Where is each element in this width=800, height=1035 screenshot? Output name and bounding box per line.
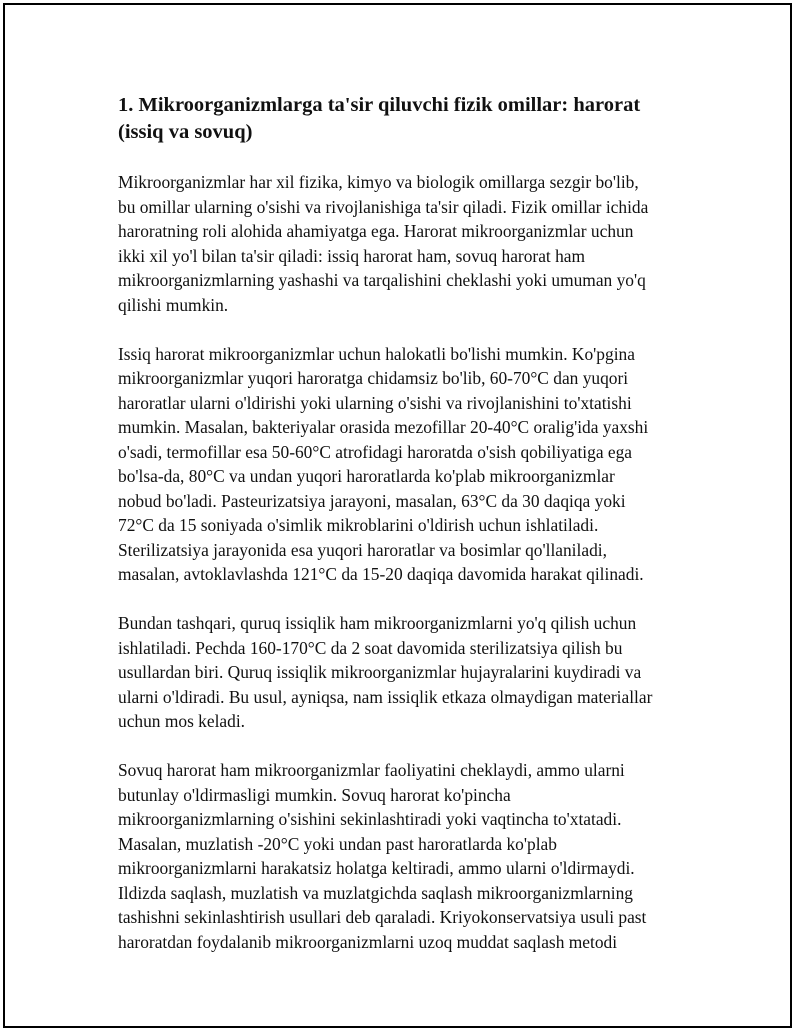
paragraph-dry-heat (118, 611, 688, 734)
paragraph-cold-temperature (118, 758, 688, 954)
text-line: haroratdan foydalanib mikroorganizmlarni uzoq muddat saqlash metodi (118, 931, 618, 952)
section-heading (118, 92, 688, 146)
text-line: usullardan biri. Quruq issiqlik mikroorganizmlar hujayralarini kuydiradi va (118, 662, 642, 682)
text-line: 72°C da 15 soniyada o'simlik mikroblarini o'ldirish uchun ishlatiladi. (118, 515, 599, 535)
text-line: mumkin. Masalan, bakteriyalar orasida mezofillar 20-40°C oralig'ida yaxshi (118, 417, 649, 437)
text-line: Ildizda saqlash, muzlatish va muzlatgichda saqlash mikroorganizmlarning (118, 882, 633, 903)
text-line: Bundan tashqari, quruq issiqlik ham mikroorganizmlarni yo'q qilish uchun (118, 613, 637, 633)
text-line: haroratlar ularni o'ldirishi yoki ularning o'sishi va rivojlanishini to'xtatishi (118, 392, 632, 413)
text-line: mikroorganizmlar yuqori haroratga chidamsiz bo'lib, 60-70°C dan yuqori (118, 368, 629, 388)
paragraph-intro (118, 170, 688, 317)
paragraph-hot-temperature (118, 342, 688, 587)
text-line: qilishi mumkin. (118, 294, 229, 315)
text-line: mikroorganizmlarning yashashi va tarqalishini cheklashi yoki umuman yo'q (118, 270, 646, 290)
text-line: ishlatiladi. Pechda 160-170°C da 2 soat davomida sterilizatsiya qilish bu (118, 637, 623, 658)
document-body (118, 92, 688, 979)
text-line: Issiq harorat mikroorganizmlar uchun halokatli bo'lishi mumkin. Ko'pgina (118, 343, 635, 364)
text-line: o'sadi, termofillar esa 50-60°C atrofidagi haroratda o'sish qobiliyatiga ega (118, 441, 633, 462)
text-line: Sovuq harorat ham mikroorganizmlar faoliyatini cheklaydi, ammo ularni (118, 760, 625, 780)
text-line: Mikroorganizmlar har xil fizika, kimyo va biologik omillarga sezgir bo'lib, (118, 172, 639, 192)
text-line: bo'lsa-da, 80°C va undan yuqori haroratlarda ko'plab mikroorganizmlar (118, 466, 615, 486)
text-line: bu omillar ularning o'sishi va rivojlanishiga ta'sir qiladi. Fizik omillar ichida (118, 196, 649, 217)
text-line: masalan, avtoklavlashda 121°C da 15-20 daqiqa davomida harakat qilinadi. (118, 564, 644, 584)
heading-line: 1. Mikroorganizmlarga ta'sir qiluvchi fizik omillar: harorat (118, 94, 641, 116)
heading-line: (issiq va sovuq) (118, 121, 253, 143)
text-line: tashishni sekinlashtirish usullari deb qaraladi. Kriyokonservatsiya usuli past (118, 907, 647, 927)
text-line: mikroorganizmlarni harakatsiz holatga keltiradi, ammo ularni o'ldirmaydi. (118, 858, 635, 878)
text-line: butunlay o'ldirmasligi mumkin. Sovuq harorat ko'pincha (118, 784, 511, 805)
text-line: ikki xil yo'l bilan ta'sir qiladi: issiq harorat ham, sovuq harorat ham (118, 245, 586, 266)
text-line: Masalan, muzlatish -20°C yoki undan past haroratlarda ko'plab (118, 833, 557, 854)
text-line: nobud bo'ladi. Pasteurizatsiya jarayoni, masalan, 63°C da 30 daqiqa yoki (118, 490, 626, 511)
text-line: uchun mos keladi. (118, 711, 246, 731)
text-line: haroratning roli alohida ahamiyatga ega. Harorat mikroorganizmlar uchun (118, 221, 634, 241)
text-line: mikroorganizmlarning o'sishini sekinlashtiradi yoki vaqtincha to'xtatadi. (118, 809, 622, 829)
text-line: ularni o'ldiradi. Bu usul, ayniqsa, nam issiqlik etkaza olmaydigan materiallar (118, 686, 653, 707)
text-line: Sterilizatsiya jarayonida esa yuqori haroratlar va bosimlar qo'llaniladi, (118, 539, 607, 560)
